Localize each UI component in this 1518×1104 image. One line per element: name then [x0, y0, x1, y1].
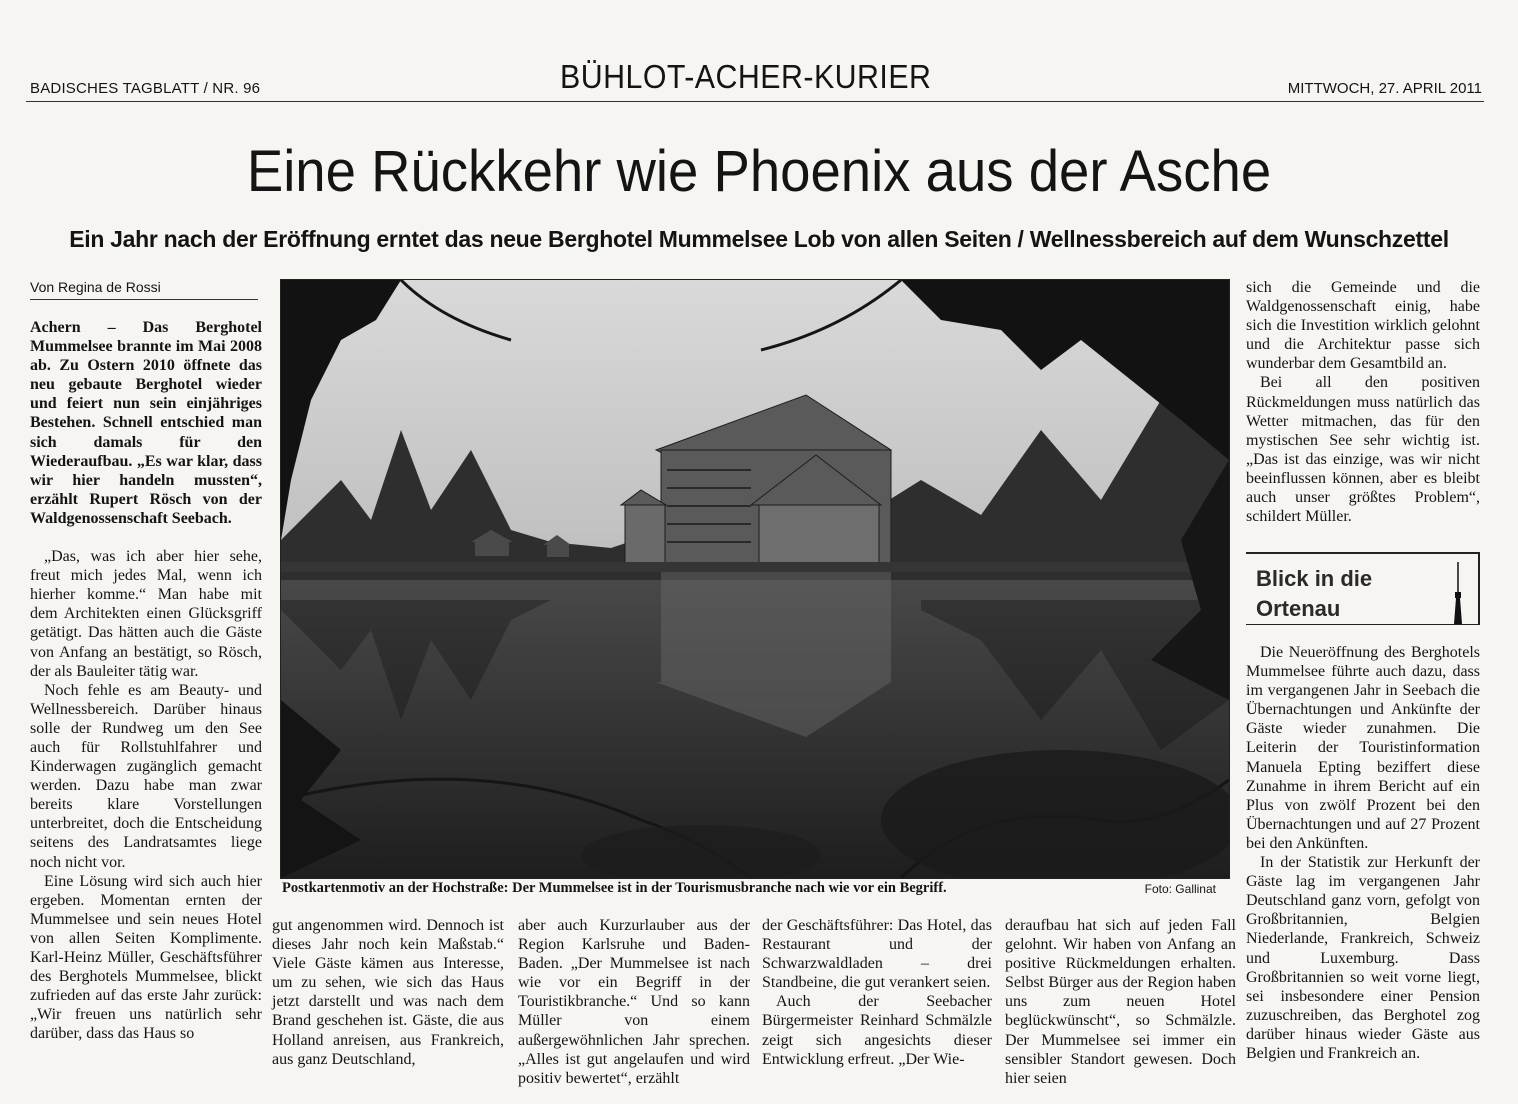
sidebar-paragraph: In der Statistik zur Herkunft der Gäste lag im vergangenen Jahr Deutschland ganz vorn, gefolgt von Großbritannien, Belgien Niederlande, Frankreich, Schweiz und Luxemburg. Dass Großbritannien so weit vorne liegt, sei insbesondere einer Pension zuzuschreiben, das Berghotel zog darüber hinaus wieder Gäste aus Belgien und Frankreich an.	[1246, 854, 1480, 1062]
sidebar-paragraph: Die Neueröffnung des Berghotels Mummelsee führte auch dazu, dass im vergangenen Jahr in Seebach die Übernachtungen und Ankünfte der Gäste wieder zunahmen. Die Leiterin der Touristinformation Manuela Epting beziffert diese Zunahme in ihrem Bericht auf ein Plus von zwölf Prozent bei den Übernachtungen und auf 27 Prozent bei den Ankünften.	[1246, 644, 1480, 852]
article-paragraph: aber auch Kurzurlauber aus der Region Karlsruhe und Baden-Baden. „Der Mummelsee ist nach wie vor ein Begriff in der Touristikbranche.“ Und so kann Müller von einem außergewöhnlichen Jahr sprechen. „Alles ist gut angelaufen und wird positiv bewertet“, erzählt	[518, 917, 750, 1087]
sidebar-title	[1256, 564, 1372, 624]
header-rule	[26, 101, 1484, 102]
article-column-4	[762, 916, 992, 1069]
article-paragraph: Auch der Seebacher Bürgermeister Reinhard Schmälzle zeigt sich angesichts dieser Entwicklung erfreut. „Der Wie-	[762, 993, 992, 1068]
lake-hotel-photo	[280, 279, 1230, 879]
article-paragraph: Bei all den positiven Rückmeldungen muss natürlich das Wetter mitmachen, das für den mystischen See sehr wichtig ist. „Das ist das einzige, was wir nicht beeinflussen können, aber es bleibt auch unser größtes Problem“, schildert Müller.	[1246, 374, 1480, 526]
article-column-3	[518, 916, 750, 1088]
sidebar-text	[1246, 643, 1480, 1063]
photo-caption	[282, 880, 1228, 897]
article-paragraph: deraufbau hat sich auf jeden Fall gelohnt. Wir haben von Anfang an positive Rückmeldungen erhalten. Selbst Bürger aus der Region haben uns zum neuen Hotel beglückwünscht“, so Schmälzle. Der Mummelsee sei immer ein sensibler Standort gewesen. Doch hier seien	[1005, 917, 1236, 1087]
article-lead: Achern – Das Berghotel Mummelsee brannte im Mai 2008 ab. Zu Ostern 2010 öffnete das neu gebaute Berghotel wieder und feiert nun sein einjähriges Bestehen. Schnell entschied man sich damals für den Wiederaufbau. „Es war klar, dass wir hier handeln mussten“, erzählt Rupert Rösch von der Waldgenossenschaft Seebach.	[30, 319, 262, 527]
article-paragraph: gut angenommen wird. Dennoch ist dieses Jahr noch kein Maßstab.“ Viele Gäste kämen aus Interesse, um zu sehen, wie sich das Haus jetzt darstellt und was nach dem Brand geschehen ist. Gäste, die aus Holland anreisen, aus Frankreich, aus ganz Deutschland,	[272, 917, 504, 1068]
byline: Von Regina de Rossi	[30, 279, 258, 300]
sidebar-title-line-1: Blick in die	[1256, 566, 1373, 591]
article-paragraph: Noch fehle es am Beauty- und Wellnessbereich. Darüber hinaus solle der Rundweg um den See auch für Rollstuhlfahrer und Kinderwagen zugänglich gemacht werden. Dazu habe man zwar bereits klare Vorstellungen unterbreitet, doch die Entscheidung seitens des Landratsamtes liege noch nicht vor.	[30, 681, 262, 871]
article-column-2	[272, 916, 504, 1069]
issue-date: MITTWOCH, 27. APRIL 2011	[1287, 80, 1482, 97]
article-column-6	[1246, 278, 1480, 526]
article-paragraph: der Geschäftsführer: Das Hotel, das Restaurant und der Schwarzwaldladen – drei Standbeine, die gut verankert seien.	[762, 917, 992, 992]
newspaper-name: BADISCHES TAGBLATT / NR. 96	[30, 80, 261, 97]
article-column-5	[1005, 916, 1236, 1088]
article-paragraph: sich die Gemeinde und die Waldgenossenschaft einig, habe sich die Investition wirklich gelohnt und die Architektur passe sich wunderbar dem Gesamtbild an.	[1246, 279, 1480, 373]
article-paragraph: Eine Lösung wird sich auch hier ergeben. Momentan ernten der Mummelsee und sein neues Hotel von allen Seiten Komplimente. Karl-Heinz Müller, Geschäftsführer des Berghotels Mummelsee, blickt zufrieden auf das erste Jahr zurück: „Wir freuen uns natürlich sehr darüber, dass das Haus so	[30, 872, 262, 1043]
article-subheadline: Ein Jahr nach der Eröffnung erntet das neue Berghotel Mummelsee Lob von allen Seiten / Wellnessbereich auf dem Wunschzettel	[69, 226, 1449, 252]
caption-text: Postkartenmotiv an der Hochstraße: Der Mummelsee ist in der Tourismusbranche nach wie vor ein Begriff.	[282, 880, 947, 896]
photo-credit: Foto: Gallinat	[1144, 882, 1216, 896]
article-headline: Eine Rückkehr wie Phoenix aus der Asche	[246, 139, 1272, 204]
tv-tower-icon	[1450, 562, 1466, 629]
article-paragraph: „Das, was ich aber hier sehe, freut mich jedes Mal, wenn ich hierher komme.“ Man habe mit dem Architekten einen Glücksgriff getätigt. Das hätten auch die Gäste von Anfang an bestätigt, so Rösch, der als Bauleiter tätig war.	[30, 548, 262, 680]
section-title: BÜHLOT-ACHER-KURIER	[560, 58, 932, 95]
sidebar-title-line-2: Ortenau	[1256, 596, 1341, 621]
article-column-1	[30, 318, 262, 1043]
sidebar-box	[1246, 552, 1480, 625]
